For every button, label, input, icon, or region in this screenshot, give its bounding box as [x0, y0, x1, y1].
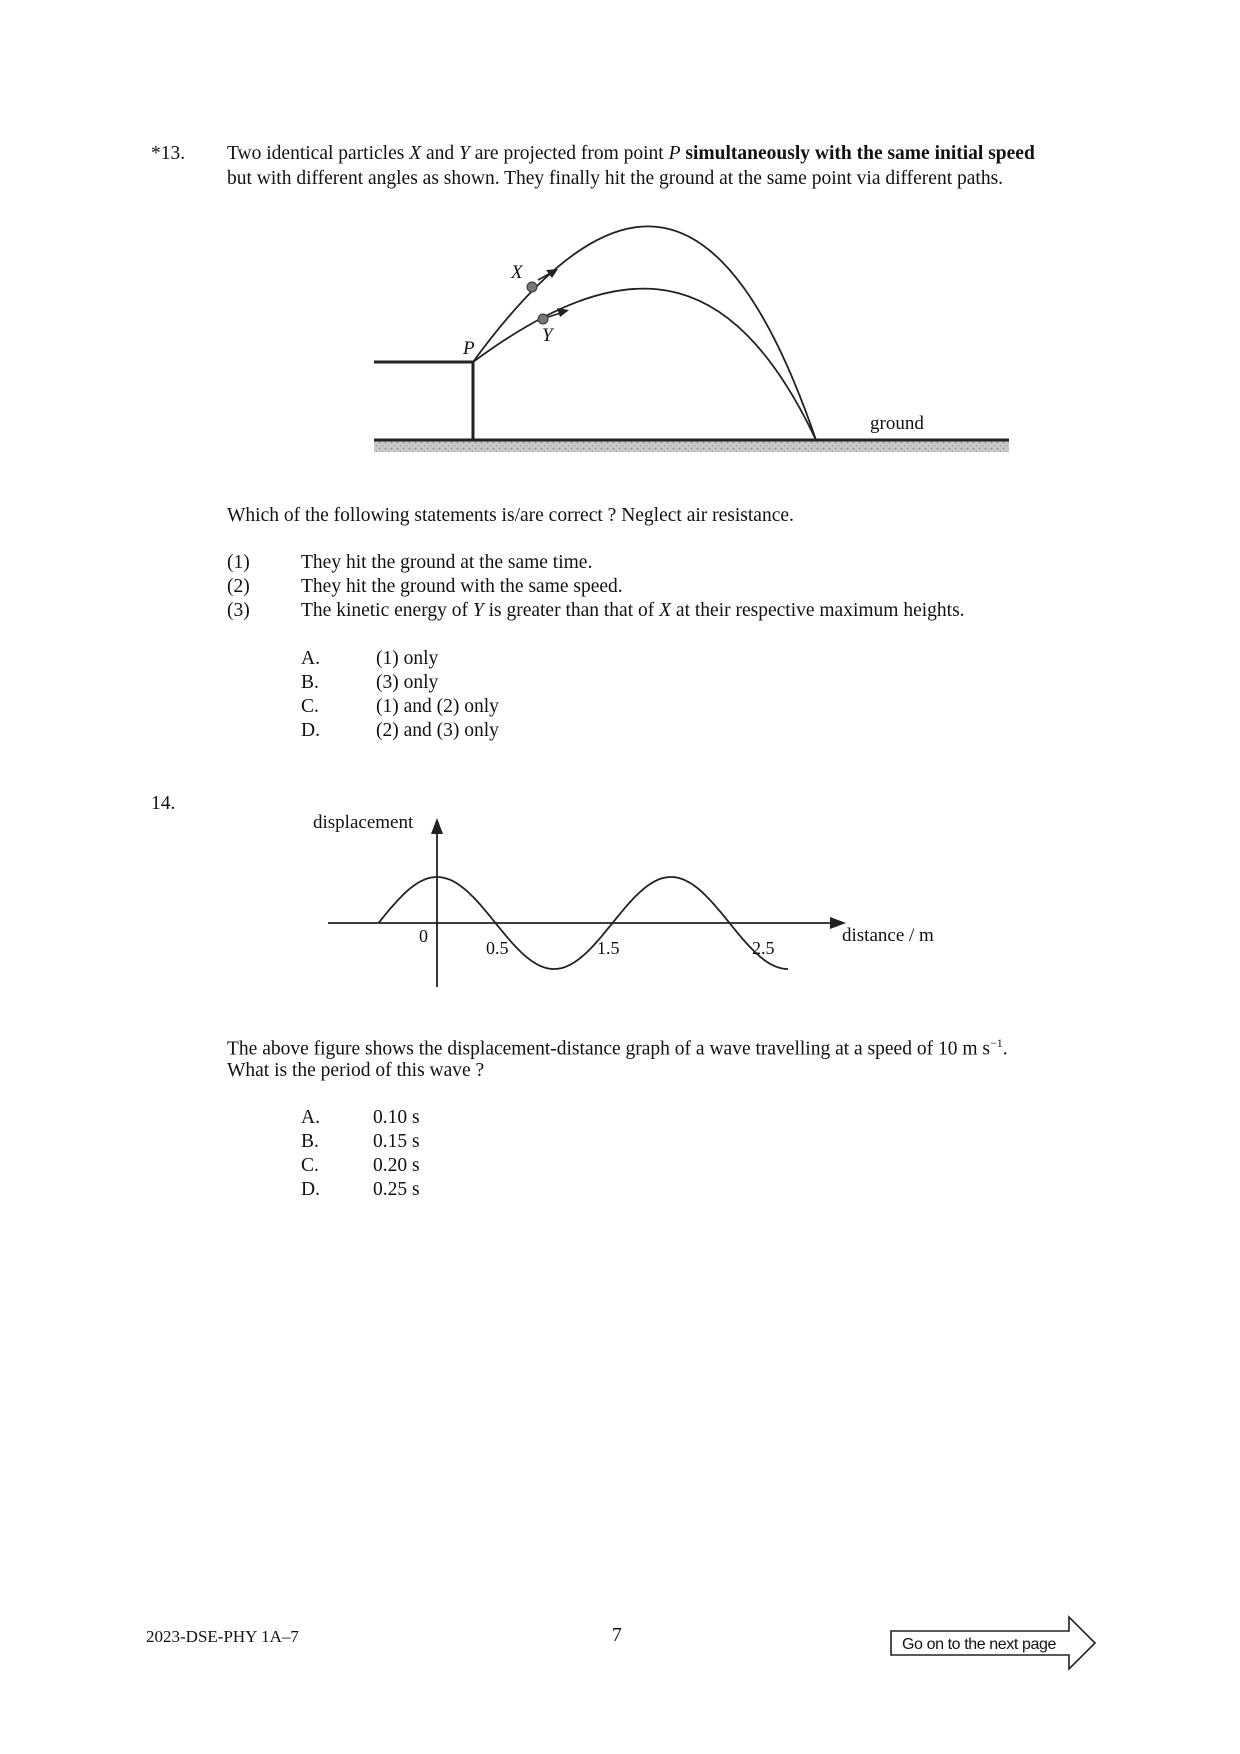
statement-3-x: X — [659, 600, 672, 621]
particle-x — [527, 282, 537, 292]
exam-code: 2023-DSE-PHY 1A–7 — [146, 1627, 299, 1646]
trajectory-x — [473, 226, 816, 440]
stem-text: and — [421, 143, 460, 164]
q13-option-c-letter: C. — [301, 696, 319, 717]
next-page-button[interactable] — [888, 1614, 1098, 1672]
q14-option-b-letter: B. — [301, 1131, 319, 1152]
tick-label-1-5: 1.5 — [597, 938, 620, 958]
point-p-label: P — [668, 143, 681, 164]
figure-label-x: X — [511, 262, 523, 283]
particle-y-label: Y — [459, 143, 470, 164]
statement-3-number: (3) — [227, 600, 250, 621]
statement-2-number: (2) — [227, 576, 250, 597]
question-14-stem-line-2: What is the period of this wave ? — [227, 1060, 485, 1081]
q13-option-c-text: (1) and (2) only — [376, 696, 499, 717]
question-13-stem-line-1 — [227, 143, 1035, 165]
tick-label-0: 0 — [419, 926, 428, 946]
question-14-stem-line-1 — [227, 1036, 1008, 1061]
statement-3-part: is greater than that of — [483, 600, 660, 621]
projectile-figure — [360, 225, 1020, 460]
statement-3-part: at their respective maximum heights. — [671, 600, 965, 621]
figure-label-y: Y — [542, 325, 553, 346]
page-number: 7 — [612, 1625, 622, 1646]
question-13-number: *13. — [151, 143, 186, 164]
q14-option-b-text: 0.15 s — [373, 1131, 420, 1152]
statement-2-text: They hit the ground with the same speed. — [301, 576, 623, 597]
stem-text: are projected from point — [469, 143, 669, 164]
statement-3-y: Y — [472, 600, 484, 621]
stem-text: . — [1002, 1038, 1008, 1060]
question-13-stem-line-2: but with different angles as shown. They finally hit the ground at the same point via different paths. — [227, 168, 1004, 189]
ground-hatch — [374, 440, 1009, 452]
particle-y — [538, 314, 548, 324]
statement-3-part: The kinetic energy of — [301, 600, 473, 621]
q14-option-d-letter: D. — [301, 1179, 320, 1200]
wave-graph — [300, 805, 960, 995]
stem-superscript: −1 — [989, 1036, 1003, 1050]
statement-1-text: They hit the ground at the same time. — [301, 552, 593, 573]
y-axis-arrow — [431, 818, 443, 834]
figure-label-p: P — [463, 338, 475, 359]
statement-3-text — [301, 600, 965, 622]
stem-text: Two identical particles — [227, 143, 410, 164]
q13-option-a-text: (1) only — [376, 648, 439, 669]
q13-option-b-text: (3) only — [376, 672, 439, 693]
q14-option-c-letter: C. — [301, 1155, 319, 1176]
stem-text: The above figure shows the displacement-distance graph of a wave travelling at a speed of 10 m s — [227, 1038, 990, 1060]
stem-emphasis: simultaneously with the same initial speed — [685, 143, 1035, 164]
question-14-number: 14. — [151, 793, 176, 814]
q13-option-a-letter: A. — [301, 648, 320, 669]
q14-option-a-text: 0.10 s — [373, 1107, 420, 1128]
question-13-question: Which of the following statements is/are correct ? Neglect air resistance. — [227, 505, 794, 526]
tick-label-2-5: 2.5 — [752, 938, 775, 958]
next-page-label: Go on to the next page — [902, 1636, 1056, 1653]
statement-1-number: (1) — [227, 552, 250, 573]
y-axis-label: displacement — [313, 812, 414, 833]
q14-option-a-letter: A. — [301, 1107, 320, 1128]
tick-label-0-5: 0.5 — [486, 938, 509, 958]
velocity-arrow-x — [538, 269, 558, 280]
figure-label-ground: ground — [870, 413, 924, 434]
q13-option-d-letter: D. — [301, 720, 320, 741]
q14-option-d-text: 0.25 s — [373, 1179, 420, 1200]
trajectory-y — [473, 289, 816, 440]
particle-x-label: X — [409, 143, 422, 164]
q13-option-d-text: (2) and (3) only — [376, 720, 499, 741]
q13-option-b-letter: B. — [301, 672, 319, 693]
x-axis-label: distance / m — [842, 925, 934, 946]
q14-option-c-text: 0.20 s — [373, 1155, 420, 1176]
